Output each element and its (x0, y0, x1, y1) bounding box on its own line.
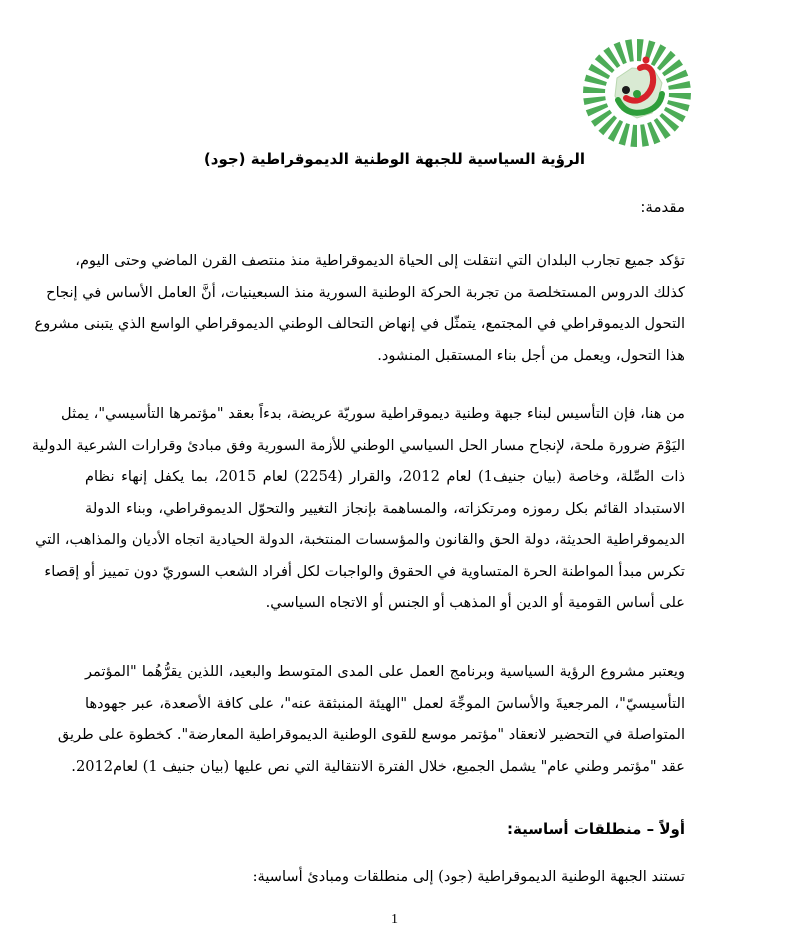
paragraph-line: على أساس القومية أو الدين أو المذهب أو الجنس أو الاتجاه السياسي. (265, 594, 685, 611)
paragraph-line: ذات الصِّلة، وخاصة (بيان جنيف1) لعام 2012، والقرار (2254) لعام 2015، بما يكفل إنهاء نظام (85, 468, 685, 485)
document-title: الرؤية السياسية للجبهة الوطنية الديموقراطية (جود) (203, 150, 586, 168)
page-number: 1 (391, 912, 398, 927)
paragraph-line: ويعتبر مشروع الرؤية السياسية وبرنامج العمل على المدى المتوسط والبعيد، اللذين يقرُّهُما "المؤتمر (85, 663, 685, 680)
paragraph-1 (34, 245, 685, 371)
paragraph-line: كذلك الدروس المستخلصة من تجربة الحركة الوطنية السورية منذ السبعينيات، أنَّ العامل الأساس في إنجاح (46, 283, 685, 301)
paragraph-2 (31, 398, 685, 619)
paragraph-line: الديموقراطية الحديثة، دولة الحق والقانون والمؤسسات المنتخبة، الدولة الحيادية اتجاه الأديان والمذاهب، التي (35, 531, 685, 548)
paragraph-3 (57, 656, 685, 782)
section-1-heading: أولاً – منطلقات أساسية: (507, 820, 685, 838)
paragraph-line: عقد "مؤتمر وطني عام" يشمل الجميع، خلال الفترة الانتقالية التي نص عليها (بيان جنيف 1) لعام2012. (71, 757, 685, 775)
jood-logo (582, 38, 692, 148)
paragraph-line: تؤكد جميع تجارب البلدان التي انتقلت إلى الحياة الديموقراطية منذ منتصف القرن الماضي وحتى اليوم، (75, 252, 685, 269)
intro-heading: مقدمة: (640, 198, 685, 216)
paragraph-line: اليَوْمَ ضرورة ملحة، لإنجاح مسار الحل السياسي الوطني للأزمة السورية وفق مبادئ وقرارات الشرعية الدولية (31, 436, 685, 454)
section-1-intro (85, 861, 685, 893)
paragraph-line: من هنا، فإن التأسيس لبناء جبهة وطنية ديموقراطية سوريّة عريضة، بدءاً بعقد "مؤتمرها التأسيسي"، يمثل (61, 405, 685, 422)
paragraph-line: الاستبداد القائم بكل رموزه ومرتكزاته، والمساهمة بإنجاز التغيير والتحوّل الديموقراطي، وبناء الدولة (85, 499, 685, 517)
paragraph-line: تستند الجبهة الوطنية الديموقراطية (جود) إلى منطلقات ومبادئ أساسية: (252, 868, 685, 885)
paragraph-line: التأسيسيّ"، المرجعيةَ والأساسَ الموجِّهَ لعمل "الهيئة المنبثقة عنه"، على كافة الأصعدة، عبر جهودها (85, 694, 685, 712)
paragraph-line: التحول الديموقراطي في المجتمع، يتمثّل في إنهاض التحالف الوطني الديموقراطي الواسع الذي يتبنى مشروع (34, 315, 685, 332)
paragraph-line: هذا التحول، ويعمل من أجل بناء المستقبل المنشود. (377, 346, 685, 364)
paragraph-line: المتواصلة في التحضير لانعقاد "مؤتمر موسع للقوى الوطنية الديموقراطية المعارضة". كخطوة على طريق (57, 726, 685, 743)
paragraph-line: تكرس مبدأ المواطنة الحرة المتساوية في الحقوق والواجبات لكل أفراد الشعب السوريّ دون تمييز أو إقصاء (44, 562, 685, 580)
